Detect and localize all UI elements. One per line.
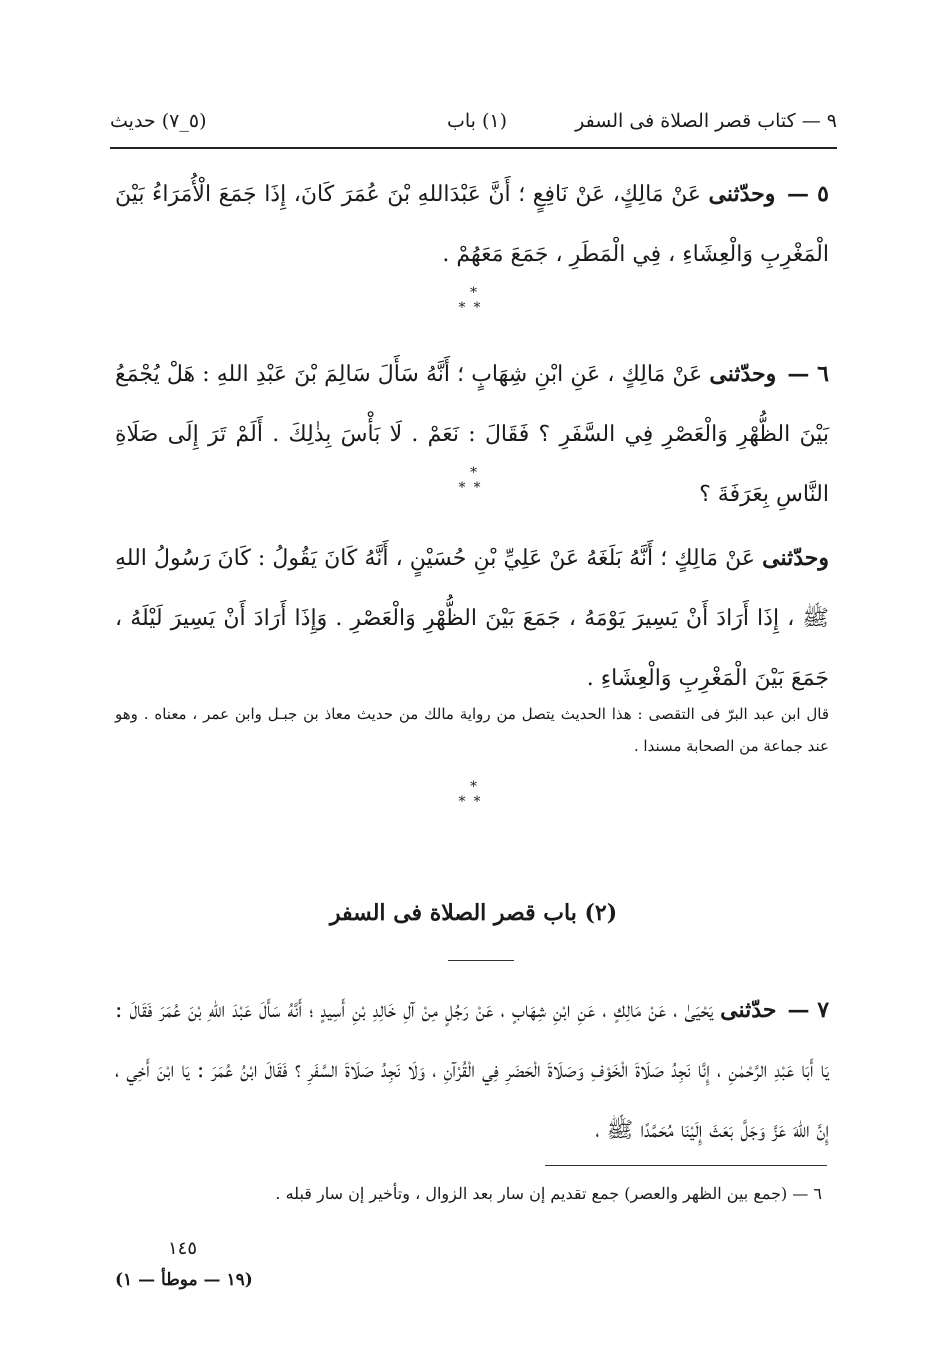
- separator-stars-row: **: [458, 480, 489, 496]
- hadith-text: عَنْ مَالِكٍ ؛ أَنَّهُ بَلَغَهُ عَنْ عَلِيِّ بْنِ حُسَيْنٍ ، أَنَّهُ كَانَ يَقُولُ : كَانَ رَسُولُ اللهِ ﷺ ، إِذَا أَرَادَ أَنْ يَسِيرَ يَوْمَهُ ، جَمَعَ بَيْنَ الظُّهْرِ وَالْعَصْرِ . وَإِذَا أَرَادَ أَنْ يَسِيرَ لَيْلَهُ ، جَمَعَ بَيْنَ الْمَغْرِبِ وَالْعِشَاءِ .: [115, 546, 829, 691]
- hadith-lead: وحدّثنى: [708, 181, 776, 207]
- hadith-unnumbered: [115, 528, 829, 709]
- page-number: ١٤٥: [168, 1238, 198, 1259]
- chapter-heading: (٢) باب قصر الصلاة فى السفر: [329, 900, 618, 926]
- hadith-lead: حدّثنى: [720, 997, 777, 1023]
- separator-stars: * **: [0, 286, 947, 315]
- separator-stars: * **: [0, 466, 947, 495]
- hadith-7: [115, 980, 829, 1161]
- hadith-number: ٦ —: [787, 361, 829, 387]
- hadith-lead: وحدّثنى: [762, 545, 829, 571]
- separator-stars-row: **: [458, 300, 489, 316]
- hadith-lead: وحدّثنى: [709, 361, 777, 387]
- hadith-number: ٧ —: [787, 997, 830, 1023]
- book-title: ٩ — كتاب قصر الصلاة فى السفر: [575, 110, 837, 132]
- hadith-text: عَنْ مَالِكٍ، عَنْ نَافِعٍ ؛ أَنَّ عَبْدَاللهِ بْنَ عُمَرَ كَانَ، إِذَا جَمَعَ الْأُمَرَاءُ بَيْنَ الْمَغْرِبِ وَالْعِشَاءِ ، فِي الْمَطَرِ ، جَمَعَ مَعَهُمْ .: [115, 182, 829, 267]
- footnote-rule: [545, 1165, 827, 1166]
- separator-stars-row: **: [458, 794, 489, 810]
- header-rule: [110, 147, 837, 149]
- hadith-number: ٥ —: [786, 181, 829, 207]
- separator-stars: * **: [0, 780, 947, 809]
- chapter-reference: (١) باب: [446, 110, 507, 132]
- hadith-reference: (٥_٧) حديث: [110, 110, 207, 132]
- hadith-text: يَحْيَىٰ ، عَنْ مَالِكٍ ، عَنِ ابْنِ شِهَابٍ ، عَنْ رَجُلٍ مِنْ آلِ خَالِدِ بْنِ أَسِيدٍ ؛ أَنَّهُ سَأَلَ عَبْدَ اللهِ بْنَ عُمَرَ فَقَالَ : يَا أَبَا عَبْدِ الرَّحْمٰنِ ، إِنَّا نَجِدُ صَلَاةَ الْخَوْفِ وَصَلَاةَ الْحَضَرِ فِي الْقُرْآنِ ، وَلَا نَجِدُ صَلَاةَ السَّفَرِ ؟ فَقَالَ ابْنُ عُمَرَ : يَا ابْنَ أَخِي ، إِنَّ اللهَ عَزَّ وَجَلَّ بَعَثَ إِلَيْنَا مُحَمَّدًا ﷺ ،: [115, 998, 829, 1143]
- chapter-rule: [448, 960, 514, 961]
- commentary-note: قال ابن عبد البرّ فى التقصى : هذا الحديث يتصل من رواية مالك من حديث معاذ بن جبـل وابن عمر ، معناه . وهو عند جماعة من الصحابة مسندا .: [115, 705, 829, 755]
- hadith-text: عَنْ مَالِكٍ ، عَنِ ابْنِ شِهَابٍ ؛ أَنَّهُ سَأَلَ سَالِمَ بْنَ عَبْدِ اللهِ : هَلْ يُجْمَعُ بَيْنَ الظُّهْرِ وَالْعَصْرِ فِي السَّفَرِ ؟ فَقَالَ : نَعَمْ . لَا بَأْسَ بِذٰلِكَ . أَلَمْ تَرَ إِلَى صَلَاةِ النَّاسِ بِعَرَفَةَ ؟: [115, 362, 829, 507]
- printer-signature: (١٩ — موطأ — ١): [115, 1270, 253, 1290]
- footnote: ٦ — (جمع بين الظهر والعصر) جمع تقديم إن سار بعد الزوال ، وتأخير إن سار قبله .: [275, 1184, 822, 1203]
- running-header: [110, 108, 837, 142]
- hadith-5: [115, 164, 829, 285]
- hadith-6: [115, 344, 829, 525]
